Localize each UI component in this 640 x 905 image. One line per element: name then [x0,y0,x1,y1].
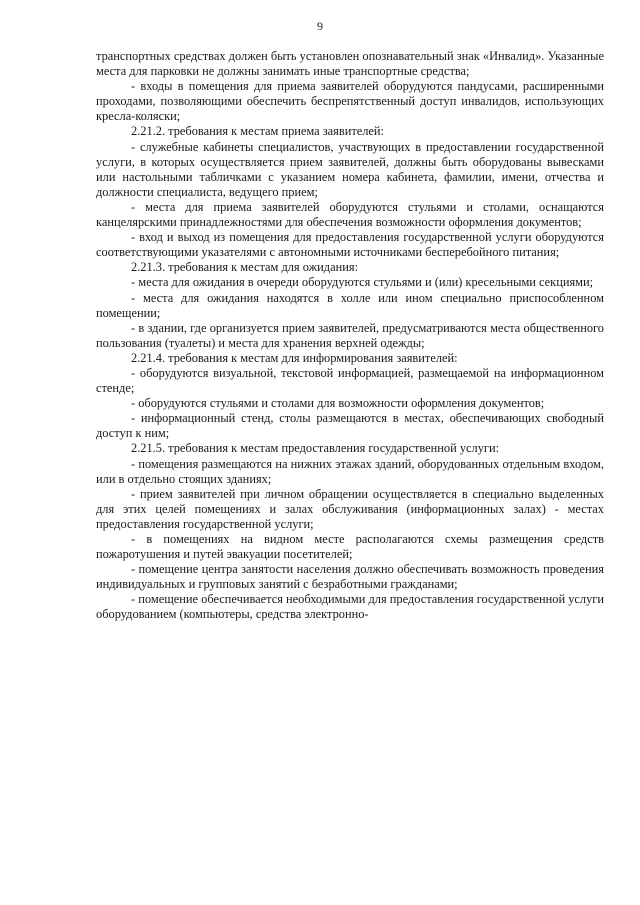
paragraph: - оборудуются визуальной, текстовой информацией, размещаемой на информационном стенде; [96,365,604,396]
paragraph: - служебные кабинеты специалистов, участвующих в предоставлении государственной услуги, в которых осуществляется прием заявителей, должны быть оборудованы вывесками или настольными табличками с указанием номера кабинета, фамилии, имени, отчества и должности специалиста, ведущего прием; [96,139,604,199]
section-heading: 2.21.2. требования к местам приема заявителей: [131,124,385,139]
paragraph: - помещение обеспечивается необходимыми для предоставления государственной услуги оборудованием (компьютеры, средства электронно- [96,592,604,622]
paragraph: - информационный стенд, столы размещаются в местах, обеспечивающих свободный доступ к ним; [96,411,604,441]
paragraph: - места для приема заявителей оборудуются стульями и столами, оснащаются канцелярскими принадлежностями для обеспечения возможности оформления документов; [96,199,604,230]
paragraph: - места для ожидания в очереди оборудуются стульями и (или) кресельными секциями; [131,275,594,290]
document-body [96,49,604,623]
paragraph: - оборудуются стульями и столами для возможности оформления документов; [131,396,545,411]
paragraph: транспортных средствах должен быть установлен опознавательный знак «Инвалид». Указанные места для парковки не должны занимать иные транспортные средства; [96,49,604,79]
paragraph: - помещения размещаются на нижних этажах зданий, оборудованных отдельным входом, или в отдельно стоящих зданиях; [96,456,604,486]
page-number: 9 [317,19,323,33]
section-heading: 2.21.4. требования к местам для информирования заявителей: [131,350,458,365]
paragraph: - прием заявителей при личном обращении осуществляется в специально выделенных для этих целей помещениях и залах обслуживания (информационных залах) - местах предоставления государственной услуги; [96,486,604,531]
paragraph: - в помещениях на видном месте располагаются схемы размещения средств пожаротушения и путей эвакуации посетителей; [96,532,604,562]
paragraph: - помещение центра занятости населения должно обеспечивать возможность проведения индивидуальных и групповых занятий с безработными гражданами; [96,562,604,592]
paragraph: - в здании, где организуется прием заявителей, предусматриваются места общественного пользования (туалеты) и места для хранения верхней одежды; [96,320,604,350]
paragraph: - вход и выход из помещения для предоставления государственной услуги оборудуются соответствующими указателями с автономными источниками бесперебойного питания; [96,230,604,260]
paragraph: - входы в помещения для приема заявителей оборудуются пандусами, расширенными проходами, позволяющими обеспечить беспрепятственный доступ инвалидов, использующих кресла-коляски; [96,79,604,124]
section-heading: 2.21.3. требования к местам для ожидания: [131,260,359,275]
section-heading: 2.21.5. требования к местам предоставления государственной услуги: [131,441,500,456]
paragraph: - места для ожидания находятся в холле или ином специально приспособленном помещении; [96,290,604,320]
